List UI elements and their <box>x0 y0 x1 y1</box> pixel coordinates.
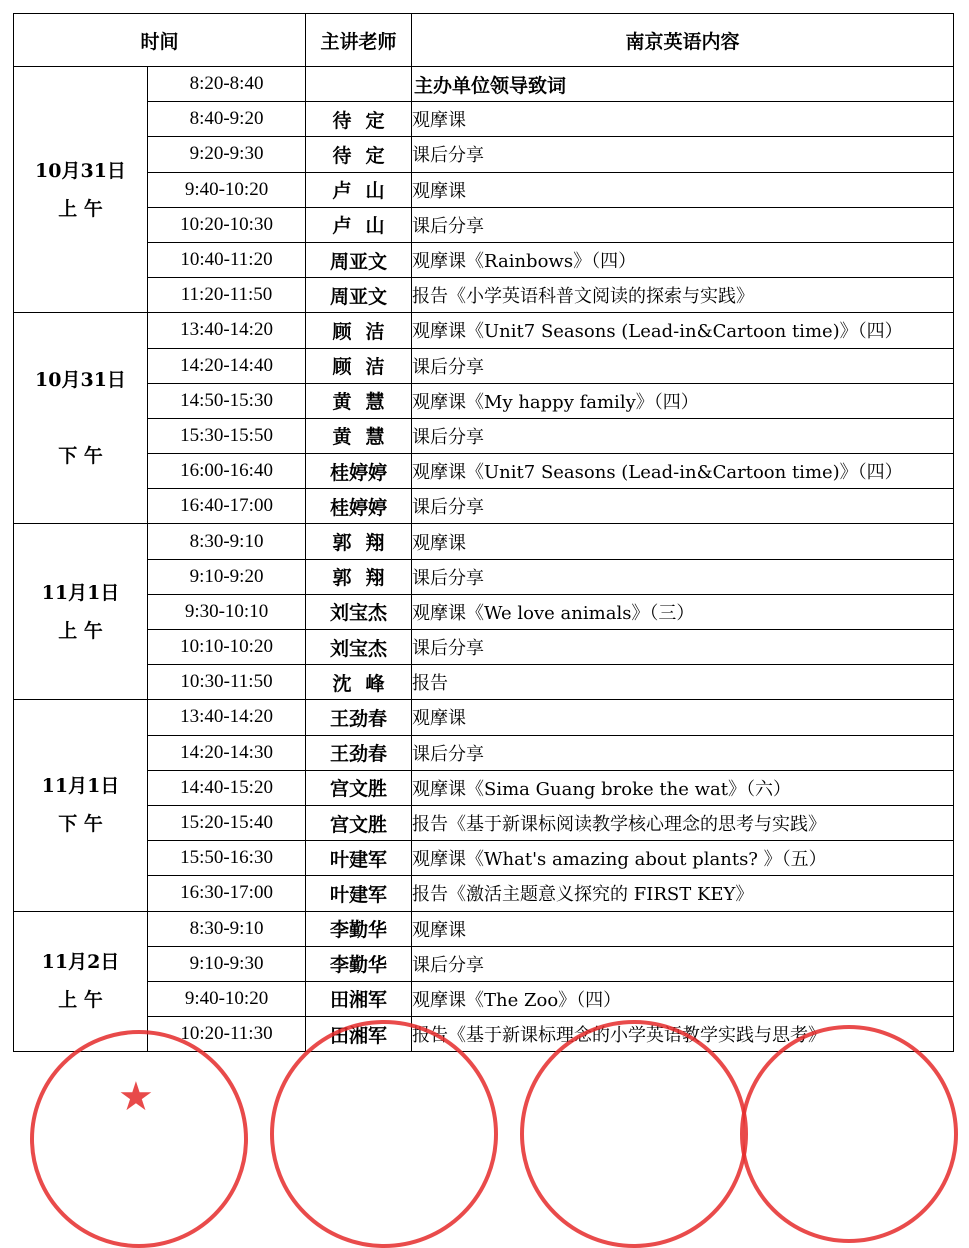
time-cell: 14:50-15:30 <box>148 383 306 418</box>
schedule-row <box>14 418 954 453</box>
schedule-row <box>14 876 954 911</box>
teacher-cell: 刘宝杰 <box>306 630 412 665</box>
content-cell: 观摩课 <box>412 911 954 946</box>
teacher-cell: 周亚文 <box>306 278 412 313</box>
content-cell: 观摩课《What's amazing about plants? 》（五） <box>412 841 954 876</box>
schedule-row <box>14 630 954 665</box>
content-cell: 观摩课 <box>412 102 954 137</box>
content-cell: 观摩课 <box>412 700 954 735</box>
time-cell: 9:10-9:30 <box>148 946 306 981</box>
seal-stamp-1 <box>30 1030 248 1248</box>
content-cell: 观摩课《Unit7 Seasons (Lead-in&Cartoon time)》（四） <box>412 313 954 348</box>
session-date-cell <box>14 67 148 313</box>
content-cell: 主办单位领导致词 <box>412 67 954 102</box>
teacher-cell: 王劲春 <box>306 700 412 735</box>
content-cell: 观摩课《Sima Guang broke the wat》（六） <box>412 770 954 805</box>
teacher-cell: 王劲春 <box>306 735 412 770</box>
teacher-cell: 沈峰 <box>306 665 412 700</box>
time-cell: 8:30-9:10 <box>148 524 306 559</box>
content-cell: 课后分享 <box>412 348 954 383</box>
time-cell: 15:30-15:50 <box>148 418 306 453</box>
content-cell: 报告《小学英语科普文阅读的探索与实践》 <box>412 278 954 313</box>
session-period: 上 午 <box>58 197 103 220</box>
teacher-cell: 顾洁 <box>306 313 412 348</box>
schedule-row <box>14 665 954 700</box>
content-cell: 课后分享 <box>412 489 954 524</box>
schedule-row <box>14 981 954 1016</box>
schedule-table <box>13 13 954 1052</box>
time-cell: 10:40-11:20 <box>148 242 306 277</box>
time-cell: 9:40-10:20 <box>148 172 306 207</box>
teacher-cell: 田湘军 <box>306 1017 412 1052</box>
schedule-row <box>14 594 954 629</box>
teacher-cell <box>306 67 412 102</box>
schedule-row <box>14 383 954 418</box>
content-cell: 报告《基于新课标理念的小学英语教学实践与思考》 <box>412 1017 954 1052</box>
teacher-cell: 刘宝杰 <box>306 594 412 629</box>
time-cell: 8:40-9:20 <box>148 102 306 137</box>
teacher-cell: 叶建军 <box>306 841 412 876</box>
time-cell: 16:30-17:00 <box>148 876 306 911</box>
teacher-cell: 田湘军 <box>306 981 412 1016</box>
schedule-row <box>14 841 954 876</box>
schedule-row <box>14 454 954 489</box>
seal-stamp-2 <box>270 1020 498 1248</box>
session-day: 10月31日 <box>35 369 126 392</box>
teacher-cell: 待定 <box>306 137 412 172</box>
teacher-cell: 顾洁 <box>306 348 412 383</box>
session-period: 上 午 <box>58 619 103 642</box>
teacher-cell: 周亚文 <box>306 242 412 277</box>
header-content: 南京英语内容 <box>412 14 954 67</box>
schedule-row <box>14 735 954 770</box>
schedule-row <box>14 278 954 313</box>
teacher-cell: 宫文胜 <box>306 770 412 805</box>
teacher-cell: 卢山 <box>306 172 412 207</box>
content-cell: 观摩课《My happy family》（四） <box>412 383 954 418</box>
time-cell: 13:40-14:20 <box>148 700 306 735</box>
schedule-row <box>14 946 954 981</box>
schedule-row <box>14 242 954 277</box>
content-cell: 观摩课《We love animals》（三） <box>412 594 954 629</box>
schedule-row <box>14 805 954 840</box>
content-cell: 报告《激活主题意义探究的 FIRST KEY》 <box>412 876 954 911</box>
teacher-cell: 卢山 <box>306 207 412 242</box>
content-cell: 观摩课《Unit7 Seasons (Lead-in&Cartoon time)》（四） <box>412 454 954 489</box>
teacher-cell: 桂婷婷 <box>306 454 412 489</box>
time-cell: 11:20-11:50 <box>148 278 306 313</box>
schedule-row <box>14 559 954 594</box>
time-cell: 10:30-11:50 <box>148 665 306 700</box>
content-cell: 课后分享 <box>412 735 954 770</box>
session-day: 11月1日 <box>41 775 120 798</box>
time-cell: 14:20-14:30 <box>148 735 306 770</box>
time-cell: 10:20-11:30 <box>148 1017 306 1052</box>
teacher-cell: 郭翔 <box>306 524 412 559</box>
content-cell: 观摩课《The Zoo》（四） <box>412 981 954 1016</box>
content-cell: 课后分享 <box>412 946 954 981</box>
time-cell: 8:30-9:10 <box>148 911 306 946</box>
content-cell: 观摩课《Rainbows》（四） <box>412 242 954 277</box>
schedule-row <box>14 911 954 946</box>
schedule-row <box>14 524 954 559</box>
seal-star-icon: ★ <box>118 1074 154 1120</box>
schedule-row <box>14 102 954 137</box>
schedule-row <box>14 137 954 172</box>
time-cell: 8:20-8:40 <box>148 67 306 102</box>
content-cell: 报告《基于新课标阅读教学核心理念的思考与实践》 <box>412 805 954 840</box>
schedule-row <box>14 489 954 524</box>
content-cell: 报告 <box>412 665 954 700</box>
time-cell: 9:20-9:30 <box>148 137 306 172</box>
content-cell: 观摩课 <box>412 172 954 207</box>
time-cell: 14:40-15:20 <box>148 770 306 805</box>
schedule-row <box>14 67 954 102</box>
time-cell: 9:10-9:20 <box>148 559 306 594</box>
session-date-cell <box>14 700 148 911</box>
seal-stamp-4 <box>740 1025 958 1243</box>
time-cell: 10:20-10:30 <box>148 207 306 242</box>
header-time: 时间 <box>14 14 306 67</box>
schedule-row <box>14 172 954 207</box>
teacher-cell: 桂婷婷 <box>306 489 412 524</box>
content-cell: 课后分享 <box>412 559 954 594</box>
session-day: 11月2日 <box>41 951 120 974</box>
teacher-cell: 李勤华 <box>306 911 412 946</box>
teacher-cell: 叶建军 <box>306 876 412 911</box>
content-cell: 课后分享 <box>412 207 954 242</box>
session-period: 下 午 <box>58 445 103 468</box>
header-row <box>14 14 954 67</box>
session-period: 上 午 <box>58 989 103 1012</box>
schedule-body <box>14 67 954 1052</box>
session-date-cell <box>14 313 148 524</box>
time-cell: 10:10-10:20 <box>148 630 306 665</box>
time-cell: 15:20-15:40 <box>148 805 306 840</box>
schedule-row <box>14 1017 954 1052</box>
time-cell: 14:20-14:40 <box>148 348 306 383</box>
time-cell: 9:40-10:20 <box>148 981 306 1016</box>
content-cell: 课后分享 <box>412 630 954 665</box>
time-cell: 16:00-16:40 <box>148 454 306 489</box>
schedule-row <box>14 313 954 348</box>
time-cell: 9:30-10:10 <box>148 594 306 629</box>
schedule-row <box>14 770 954 805</box>
session-day: 10月31日 <box>35 159 126 182</box>
time-cell: 13:40-14:20 <box>148 313 306 348</box>
session-period: 下 午 <box>58 813 103 836</box>
teacher-cell: 郭翔 <box>306 559 412 594</box>
time-cell: 15:50-16:30 <box>148 841 306 876</box>
content-cell: 课后分享 <box>412 418 954 453</box>
teacher-cell: 宫文胜 <box>306 805 412 840</box>
teacher-cell: 李勤华 <box>306 946 412 981</box>
teacher-cell: 黄慧 <box>306 418 412 453</box>
schedule-row <box>14 207 954 242</box>
session-date-cell <box>14 911 148 1052</box>
session-date-cell <box>14 524 148 700</box>
header-teacher: 主讲老师 <box>306 14 412 67</box>
session-day: 11月1日 <box>41 581 120 604</box>
content-cell: 课后分享 <box>412 137 954 172</box>
time-cell: 16:40-17:00 <box>148 489 306 524</box>
teacher-cell: 黄慧 <box>306 383 412 418</box>
schedule-row <box>14 700 954 735</box>
teacher-cell: 待定 <box>306 102 412 137</box>
schedule-row <box>14 348 954 383</box>
content-cell: 观摩课 <box>412 524 954 559</box>
seal-stamp-3 <box>520 1020 748 1248</box>
